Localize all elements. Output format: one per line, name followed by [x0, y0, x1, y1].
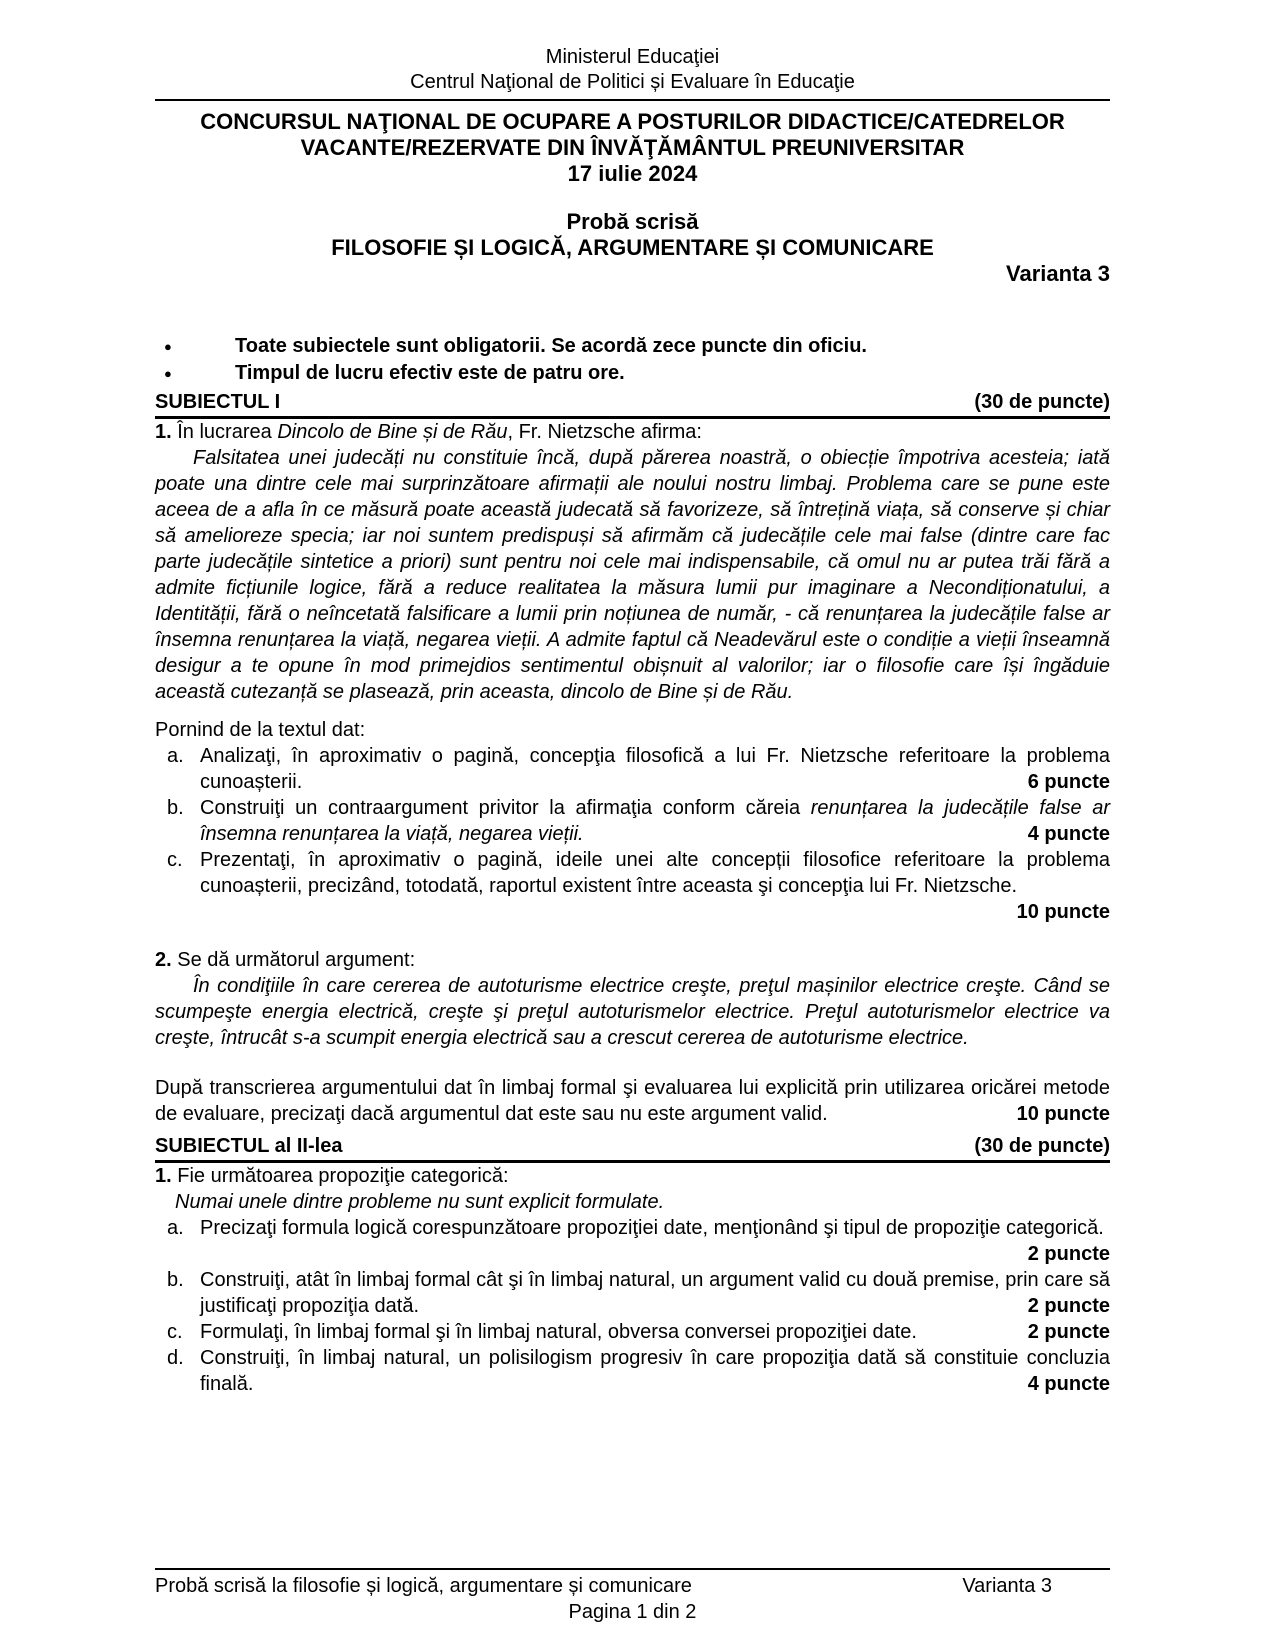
subject1-q2-intro	[155, 947, 1110, 973]
subject1-title: SUBIECTUL I	[155, 391, 281, 413]
item-label: b.	[167, 797, 184, 819]
note-text: Toate subiectele sunt obligatorii. Se acordă zece puncte din oficiu.	[235, 335, 867, 357]
item-points: 4 puncte	[1027, 1373, 1110, 1395]
ministry-name: Ministerul Educaţiei	[545, 46, 720, 68]
contest-title-line2: VACANTE/REZERVATE DIN ÎNVĂŢĂMÂNTUL PREUNIVERSITAR	[300, 135, 965, 160]
intro-text-end: , Fr. Nietzsche afirma:	[507, 421, 702, 443]
item-body	[200, 847, 1110, 925]
item-text: Prezentaţi, în aproximativ o pagină, ideile unei alte concepții filosofice referitoare la problema cunoașterii, precizând, totodată, raportul existent între aceasta şi concepţia lui Fr. Nietzsche.	[200, 849, 1110, 897]
item-label: c.	[167, 1321, 183, 1343]
item-label: b.	[167, 1269, 184, 1291]
subject1-q2-task	[155, 1075, 1110, 1127]
page-footer	[155, 1568, 1110, 1625]
page-content	[155, 45, 1110, 1397]
center-name: Centrul Naţional de Politici și Evaluare în Educaţie	[410, 71, 855, 93]
item-body	[200, 795, 1110, 847]
task-item-c	[155, 847, 1110, 925]
item-points: 2 puncte	[1027, 1321, 1110, 1343]
variant-label: Varianta 3	[1006, 261, 1110, 286]
item-body	[200, 1267, 1110, 1319]
intro-text: Se dă următorul argument:	[177, 949, 416, 971]
footer-row	[155, 1570, 1110, 1599]
subject2-title: SUBIECTUL al II-lea	[155, 1135, 343, 1157]
item-points: 2 puncte	[1027, 1295, 1110, 1317]
org-header	[155, 45, 1110, 101]
footer-exam-name: Probă scrisă la filosofie și logică, argumentare și comunicare	[155, 1575, 692, 1597]
item-points: 2 puncte	[1027, 1243, 1110, 1265]
contest-title-line1: CONCURSUL NAŢIONAL DE OCUPARE A POSTURILOR DIDACTICE/CATEDRELOR	[200, 109, 1065, 134]
task-item-b	[155, 795, 1110, 847]
item-body	[200, 1215, 1110, 1267]
item-text: Precizaţi formula logică corespunzătoare propoziţiei date, menţionând şi tipul de propoziţie categorică.	[200, 1217, 1104, 1239]
note-row	[155, 333, 1110, 360]
subject1-q1-quote: Falsitatea unei judecăți nu constituie încă, după părerea noastră, o obiecție împotriva acesteia; iată poate una dintre cele mai surprinzătoare afirmații ale noului nostru limbaj. Problema care se pune este aceea de a afla în ce măsură poate această judecată să favorizeze, să întrețină viața, să conserve și chiar să amelioreze specia; iar noi suntem predispuși să afirmăm că judecățile cele mai false (dintre care fac parte judecățile sintetice a priori) sunt pentru noi cele mai indispensabile, că omul nu ar putea trăi fără a admite ficțiunile logice, fără a reduce realitatea la măsura lumii pur imaginare a Necondiționatului, a Identității, fără o neîncetată falsificare a lumii prin noțiunea de număr, - că renunțarea la judecățile false ar însemna renunțarea la viață, negarea vieții. A admite faptul că Neadevărul este o condiție a vieții înseamnă desigur a te opune în mod primejdios sentimentul obișnuit al valorilor; iar o filosofie care își îngăduie această cutezanță se plasează, prin aceasta, dincolo de Bine și de Rău.	[155, 447, 1110, 703]
exam-type-block	[155, 209, 1110, 261]
subject1-points: (30 de puncte)	[974, 391, 1110, 413]
item-points: 6 puncte	[1027, 771, 1110, 793]
item-points: 10 puncte	[1016, 901, 1110, 923]
subject1-q1-intro	[155, 419, 1110, 445]
intro-text: În lucrarea	[177, 421, 278, 443]
bullet-icon: ●	[164, 339, 172, 354]
item-text: Analizaţi, în aproximativ o pagină, concepţia filosofică a lui Fr. Nietzsche referitoare la problema cunoașterii.	[200, 745, 1110, 793]
exam-type: Probă scrisă	[566, 209, 699, 234]
footer-page-number: Pagina 1 din 2	[568, 1601, 697, 1623]
item-label: c.	[167, 849, 183, 871]
task-item-a	[155, 1215, 1110, 1267]
subject1-heading	[155, 389, 1110, 419]
task-item-d	[155, 1345, 1110, 1397]
item-body	[200, 1345, 1110, 1397]
contest-title	[155, 109, 1110, 187]
item-body	[200, 743, 1110, 795]
item-label: a.	[167, 745, 184, 767]
intro-text: Fie următoarea propoziţie categorică:	[177, 1165, 509, 1187]
subject2-heading	[155, 1133, 1110, 1163]
subject2-q1-intro	[155, 1163, 1110, 1189]
item-text: Construiţi un contraargument privitor la afirmaţia conform căreia	[200, 797, 811, 819]
contest-date: 17 iulie 2024	[567, 161, 698, 186]
footer-variant: Varianta 3	[962, 1575, 1052, 1597]
item-text: Formulaţi, în limbaj formal şi în limbaj natural, obversa conversei propoziţiei date.	[200, 1321, 917, 1343]
general-notes	[155, 333, 1110, 387]
subject1-q2	[155, 947, 1110, 1127]
item-text-italic: renunțarea la judecățile false ar însemna renunțarea la viață, negarea vieții.	[200, 797, 1110, 845]
bullet-icon: ●	[164, 366, 172, 381]
item-text: Construiţi, în limbaj natural, un polisilogism progresiv în care propoziţia dată să constituie concluzia finală.	[200, 1347, 1110, 1395]
note-row	[155, 360, 1110, 387]
item-text: Construiţi, atât în limbaj formal cât şi în limbaj natural, un argument valid cu două premise, prin care să justificaţi propoziţia dată.	[200, 1269, 1110, 1317]
subject1-q2-quote: În condiţiile în care cererea de autoturisme electrice creşte, preţul mașinilor electrice creşte. Când se scumpeşte energia electrică, creşte şi preţul autoturismelor electrice. Preţul autoturismelor electrice va creşte, întrucât s-a scumpit energia electrică sau a crescut cererea de autoturisme electrice.	[155, 975, 1110, 1049]
item-points: 4 puncte	[1027, 823, 1110, 845]
item-body	[200, 1319, 1110, 1345]
discipline-title: FILOSOFIE ȘI LOGICĂ, ARGUMENTARE ȘI COMUNICARE	[331, 235, 934, 260]
task-item-c	[155, 1319, 1110, 1345]
note-text: Timpul de lucru efectiv este de patru ore.	[235, 362, 625, 384]
task-points: 10 puncte	[1016, 1103, 1110, 1125]
task-item-a	[155, 743, 1110, 795]
question-number: 1.	[155, 1165, 172, 1187]
question-number: 2.	[155, 949, 172, 971]
task-text: După transcrierea argumentului dat în limbaj formal şi evaluarea lui explicită prin utilizarea oricărei metode de evaluare, precizaţi dacă argumentul dat este sau nu este argument valid.	[155, 1077, 1110, 1125]
task-item-b	[155, 1267, 1110, 1319]
categorical-proposition: Numai unele dintre probleme nu sunt explicit formulate.	[175, 1191, 665, 1213]
book-title: Dincolo de Bine și de Rău	[277, 421, 508, 443]
item-label: a.	[167, 1217, 184, 1239]
item-label: d.	[167, 1347, 184, 1369]
question-number: 1.	[155, 421, 172, 443]
subject2-points: (30 de puncte)	[974, 1135, 1110, 1157]
subject1-q1-prompt: Pornind de la textul dat:	[155, 719, 366, 741]
